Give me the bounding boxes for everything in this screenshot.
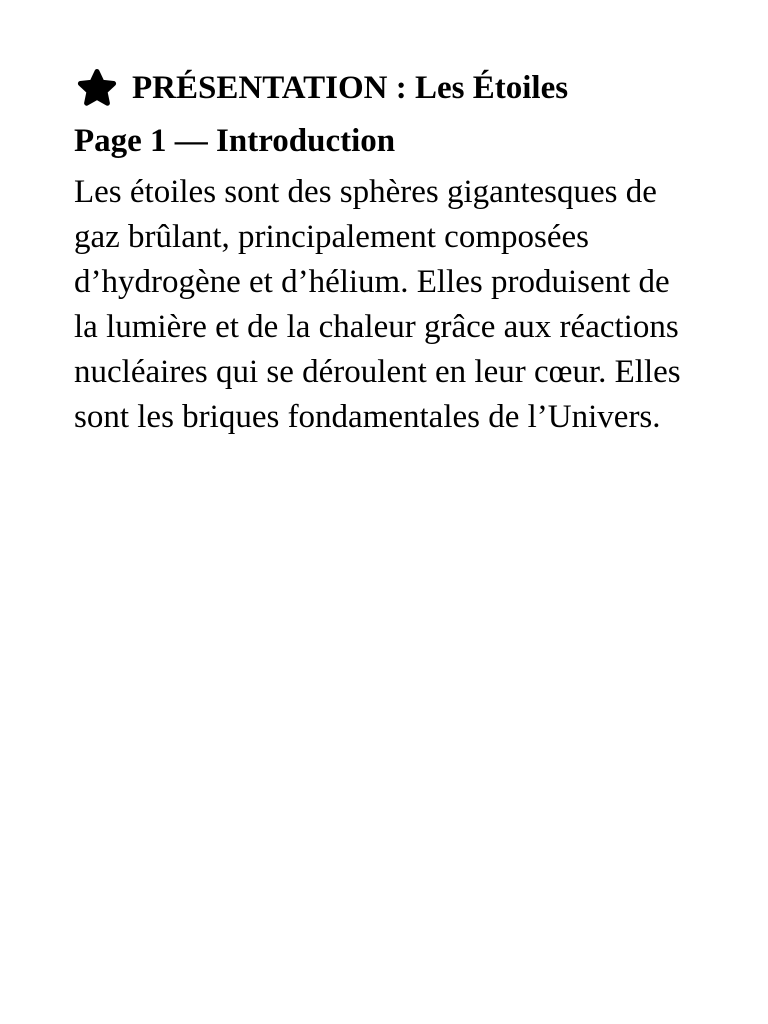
presentation-title: PRÉSENTATION : Les Étoiles bbox=[132, 70, 569, 106]
star-icon bbox=[76, 68, 118, 108]
introduction-paragraph: Les étoiles sont des sphères gigantesques de gaz brûlant, principalement composées d’hydrogène et d’hélium. Elles produisent de la lumière et de la chaleur grâce aux réactions nucléaires qui se déroulent en leur cœur. Elles sont les briques fondamentales de l’Univers. bbox=[74, 174, 681, 435]
page-heading: Page 1 — Introduction bbox=[74, 123, 396, 159]
title-row bbox=[74, 64, 714, 112]
document-page bbox=[74, 64, 714, 440]
